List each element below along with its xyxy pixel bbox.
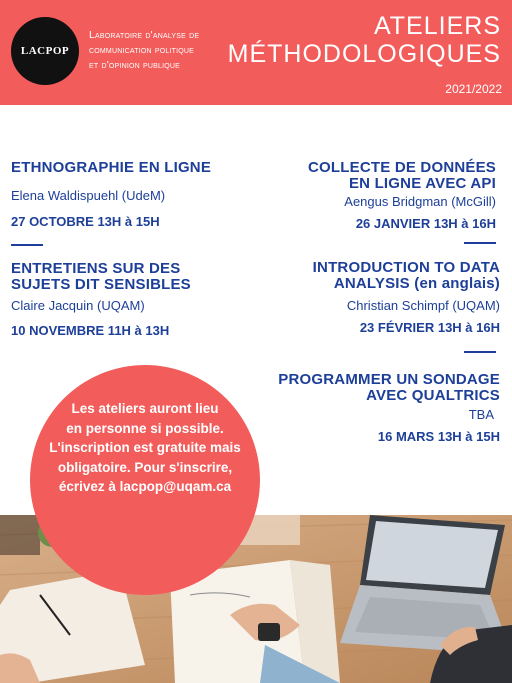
divider — [11, 244, 43, 246]
divider — [464, 351, 496, 353]
workshop-date: 26 JANVIER 13H à 16H — [355, 216, 496, 231]
lab-name: Laboratoire d'analyse de communication politique et d'opinion publique — [89, 29, 200, 71]
workshop-qualtrics — [220, 372, 500, 445]
workshop-title: COLLECTE DE DONNÉES EN LIGNE AVEC API — [308, 159, 496, 192]
workshop-date: 16 MARS 13H à 15H — [377, 429, 500, 444]
workshop-title: INTRODUCTION TO DATA ANALYSIS (en anglais) — [312, 259, 500, 292]
divider — [464, 242, 496, 244]
workshop-speaker: Elena Waldispuehl (UdeM) — [11, 188, 166, 203]
workshop-title: ETHNOGRAPHIE EN LIGNE — [11, 159, 212, 176]
academic-year: 2021/2022 — [445, 82, 502, 96]
workshop-collecte-api — [256, 160, 496, 232]
lacpop-logo — [11, 17, 79, 85]
workshop-speaker: Aengus Bridgman (McGill) — [344, 194, 496, 209]
workshop-date: 27 OCTOBRE 13H à 15H — [11, 214, 160, 229]
workshop-data-analysis — [250, 260, 500, 336]
header-banner — [0, 0, 512, 105]
workshop-date: 10 NOVEMBRE 11H à 13H — [11, 323, 170, 338]
workshop-date: 23 FÉVRIER 13H à 16H — [359, 320, 500, 335]
workshop-speaker: Claire Jacquin (UQAM) — [11, 298, 145, 313]
workshop-speaker: Christian Schimpf (UQAM) — [346, 298, 500, 313]
logo-text: LACPOP — [20, 45, 70, 57]
workshop-title: ENTRETIENS SUR DES SUJETS DIT SENSIBLES — [11, 260, 191, 293]
workshop-entretiens — [11, 261, 251, 339]
workshop-title: PROGRAMMER UN SONDAGE AVEC QUALTRICS — [278, 371, 500, 404]
registration-info: Les ateliers auront lieu en personne si possible. L'inscription est gratuite mais obligatoire. Pour s'inscrire, écrivez à lacpop@uqam.ca — [49, 401, 241, 494]
page-title: ATELIERS MÉTHODOLOGIQUES — [227, 12, 501, 68]
workshop-speaker: TBA — [468, 407, 494, 422]
workshop-ethnographie — [11, 160, 251, 230]
